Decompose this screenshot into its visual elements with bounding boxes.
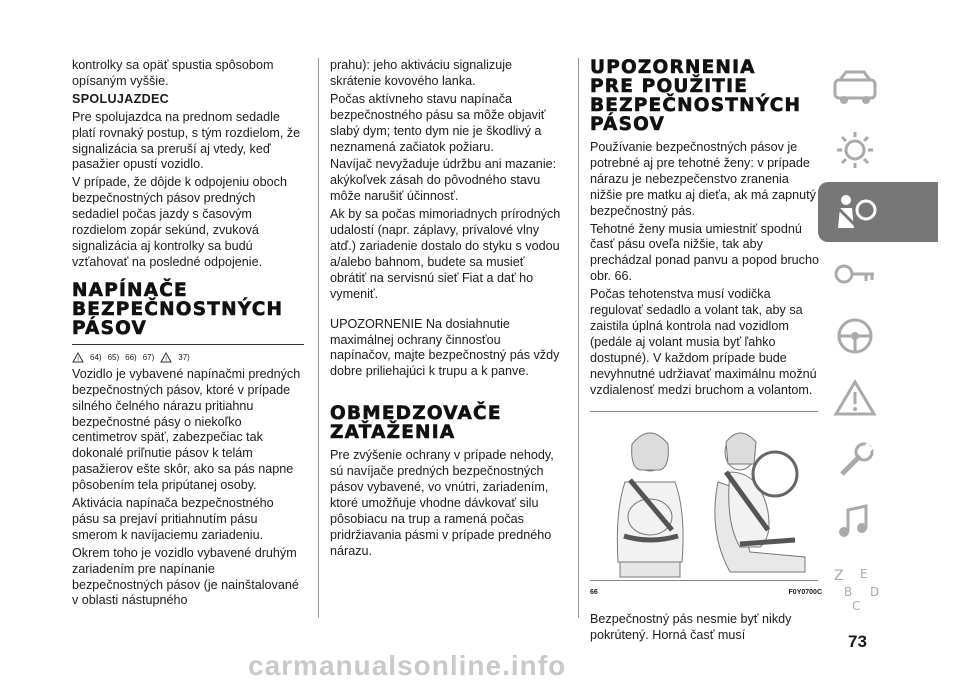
paragraph: kontrolky sa opäť spustia spôsobom opísaným vyššie.	[72, 58, 274, 88]
warning-references	[72, 351, 304, 365]
text-column-3	[590, 58, 822, 646]
heading-line: BEZPEČNOSTNÝCH	[590, 95, 802, 116]
key-start-icon	[830, 254, 880, 294]
figure-caption	[590, 585, 822, 601]
heading-line: NAPÍNAČE	[72, 279, 188, 301]
steering-wheel-icon	[830, 316, 880, 356]
paragraph: Okrem toho je vozidlo vybavené druhým zariadením pre napínanie bezpečnostných pásov (je nainštalované v oblasti nástupného	[72, 545, 299, 608]
paragraph: Používanie bezpečnostných pásov je potrebné aj pre tehotné ženy: v prípade nárazu je nebezpečenstvo zranenia nižšie pre matku aj dieťa, ak má zapnutý bezpečnostný pás.	[590, 140, 816, 218]
tab-maintenance[interactable]	[818, 430, 938, 490]
paragraph: Navíjač nevyžaduje údržbu ani mazanie: akýkoľvek zásah do pôvodného stavu môže narušiť účinnosť.	[330, 157, 557, 204]
tab-driving[interactable]	[818, 306, 938, 366]
reference-number: 66)	[125, 352, 137, 362]
paragraph: Počas aktívneho stavu napínača bezpečnostného pásu sa môže objaviť slabý dym; tento dym nie je škodlivý a neznamená začiatok požiaru.	[330, 91, 546, 154]
tab-multimedia[interactable]	[818, 492, 938, 552]
paragraph: Vozidlo je vybavené napínačmi predných bezpečnostných pásov, ktoré v prípade silného čelného nárazu pritiahnu bezpečnostné pásy o niekoľko centimetrov späť, zabezpečiac tak dokonalé priľnutie pásov k telám pasažierov ešte skôr, ako sa pás napne pôsobením tela pripútanej osoby.	[72, 366, 301, 493]
paragraph: Tehotné ženy musia umiestniť spodnú časť pásu oveľa nižšie, tak aby prechádzal ponad panvu a popod brucho obr. 66.	[590, 221, 819, 284]
reference-number: 67)	[142, 352, 155, 362]
paragraph: Počas tehotenstva musí vodička regulovať sedadlo a volant tak, aby sa zaistila úplná kontrola nad vozidlom (pedále aj volant musia byť ľahko dostupné). V každom prípade bude nevyhnutné udržiavať maximálnu možnú vzdialenosť medzi bruchom a volantom.	[590, 287, 817, 397]
text-column-2	[330, 58, 562, 562]
warning-lights-icon	[830, 130, 880, 170]
tab-warning-lights[interactable]	[818, 120, 938, 180]
paragraph: Bezpečnostný pás nesmie byť nikdy pokrútený. Horná časť musí	[590, 612, 792, 643]
reference-number: 37)	[178, 352, 190, 362]
multimedia-icon	[830, 502, 880, 542]
paragraph-warning-note: UPOZORNENIE Na dosiahnutie maximálnej ochrany činnosťou napínačov, majte bezpečnostný pás vždy dobre priliehajúci k trupu a k panve.	[330, 316, 560, 379]
paragraph: Ak by sa počas mimoriadnych prírodných udalostí (napr. záplavy, prívalové vlny atď.) zariadenie dostalo do styku s vodou a/alebo bahnom, budete sa musieť obrátiť na servisnú sieť Fiat a dať ho vymeniť.	[330, 207, 561, 301]
section-heading-load-limiters	[330, 404, 562, 442]
tab-emergency[interactable]	[818, 368, 938, 428]
heading-line: PÁSOV	[72, 317, 148, 339]
seat-belt-airbag-icon	[830, 192, 880, 232]
warning-triangle-icon	[72, 352, 84, 363]
watermark: carmanualsonline.info	[248, 650, 567, 681]
section-heading-belt-usage	[590, 58, 822, 134]
reference-number: 64)	[90, 352, 102, 362]
column-divider	[318, 58, 319, 618]
section-heading-pretensioners	[72, 281, 304, 338]
paragraph: Aktivácia napínača bezpečnostného pásu sa prejaví pritiahnutím pásu smerom k navíjaciemu zariadeniu.	[72, 496, 274, 542]
tab-starting-driving[interactable]	[818, 244, 938, 304]
heading-line: PÁSOV	[590, 114, 666, 135]
svg-text:Z: Z	[834, 568, 844, 584]
car-dashboard-icon	[830, 68, 880, 108]
tab-dashboard[interactable]	[818, 58, 938, 118]
seatbelt-illustration	[590, 412, 818, 580]
paragraph: Pre zvýšenie ochrany v prípade nehody, sú navíjače predných bezpečnostných pásov vybavené, vo vnútri, zariadením, ktoré umožňuje vhodne dávkovať silu pôsobiacu na trup a ramená počas pridržiavania pásmi v prípade predného nárazu.	[330, 448, 554, 558]
chapter-tabs	[818, 58, 938, 638]
wrench-icon	[830, 440, 880, 480]
figure-number: 66	[590, 588, 598, 596]
page-number: 73	[848, 632, 867, 651]
svg-text:C: C	[852, 599, 861, 613]
svg-text:!: !	[77, 357, 79, 364]
paragraph: prahu): jeho aktiváciu signalizuje skrátenie kovového lanka.	[330, 58, 513, 88]
column-divider	[578, 58, 579, 618]
heading-line: PRE POUŽITIE	[590, 76, 749, 97]
index-letters-icon	[830, 564, 890, 614]
paragraph: V prípade, že dôjde k odpojeniu oboch bezpečnostných pásov predných sedadiel počas jazdy s časovým rozdielom zopár sekúnd, zvuková signalizácia aj kontrolky sa budú vzťahovať na posledné odpojenie.	[72, 175, 287, 269]
svg-text:B: B	[844, 585, 853, 599]
heading-line: UPOZORNENIA	[590, 57, 756, 78]
svg-text:E: E	[860, 567, 868, 581]
svg-text:!: !	[165, 357, 168, 364]
figure-code: F0Y0700C	[788, 588, 822, 596]
heading-line: BEZPEČNOSTNÝCH	[72, 298, 284, 320]
pregnant-woman-seatbelt-illustration	[590, 411, 818, 581]
heading-line: ZAŤAŽENIA	[330, 422, 456, 444]
heading-divider	[72, 344, 304, 345]
text-column-1	[72, 58, 304, 611]
warning-triangle-icon	[160, 352, 172, 363]
heading-line: OBMEDZOVAČE	[330, 403, 502, 425]
tab-index[interactable]	[818, 554, 938, 614]
reference-number: 65)	[107, 352, 120, 362]
svg-text:D: D	[870, 585, 880, 599]
warning-triangle-icon	[830, 378, 880, 418]
subheading-passenger: SPOLUJAZDEC	[72, 91, 170, 106]
tab-safety[interactable]	[818, 182, 938, 242]
paragraph: Pre spolujazdca na prednom sedadle platí rovnaký postup, s tým rozdielom, že signalizácia sa preruší aj vtedy, keď pasažier opustí vozidlo.	[72, 109, 301, 172]
